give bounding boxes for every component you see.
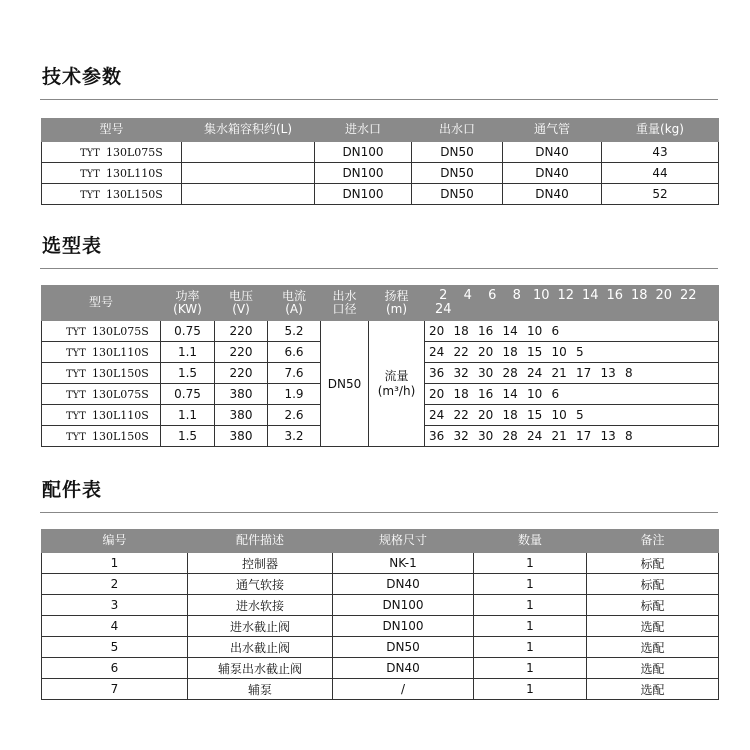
parts-col-2: 规格尺寸 xyxy=(333,530,474,553)
flow-value: 20 xyxy=(478,345,494,359)
flow-value: 18 xyxy=(502,345,518,359)
voltage-cell: 380 xyxy=(215,426,268,447)
flow-value: 10 xyxy=(527,324,543,338)
model-cell xyxy=(42,142,182,163)
selection-head-values xyxy=(425,286,719,321)
brand-label: TYT xyxy=(66,326,86,338)
tech-params-divider xyxy=(40,99,718,100)
head-value: 16 xyxy=(606,287,624,303)
flow-value: 20 xyxy=(478,408,494,422)
model-code: 130L110S xyxy=(105,166,163,180)
tech-params-table xyxy=(41,118,719,205)
part-qty-cell: 1 xyxy=(474,658,587,679)
part-desc-cell: 出水截止阀 xyxy=(188,637,333,658)
flow-value: 30 xyxy=(478,366,494,380)
flow-value: 6 xyxy=(551,324,560,338)
part-desc-cell: 通气软接 xyxy=(188,574,333,595)
flow-value: 28 xyxy=(502,366,518,380)
volume-cell xyxy=(182,142,315,163)
current-cell: 3.2 xyxy=(268,426,321,447)
brand-label: TYT xyxy=(66,368,86,380)
flow-value: 36 xyxy=(429,429,445,443)
part-qty-cell: 1 xyxy=(474,616,587,637)
part-qty-cell: 1 xyxy=(474,595,587,616)
flow-value: 17 xyxy=(576,429,592,443)
flow-label-cell xyxy=(369,321,425,447)
flow-value: 17 xyxy=(576,366,592,380)
model-cell xyxy=(42,184,182,205)
vent-cell: DN40 xyxy=(503,163,602,184)
tech-params-col-0: 型号 xyxy=(42,119,182,142)
part-spec-cell: NK-1 xyxy=(333,553,474,574)
flow-value: 16 xyxy=(478,324,494,338)
current-cell: 6.6 xyxy=(268,342,321,363)
outlet-cell: DN50 xyxy=(412,163,503,184)
flow-value: 13 xyxy=(600,366,616,380)
flow-value: 16 xyxy=(478,387,494,401)
vent-cell: DN40 xyxy=(503,184,602,205)
part-spec-cell: / xyxy=(333,679,474,700)
flow-values-cell xyxy=(425,405,719,426)
voltage-cell: 380 xyxy=(215,384,268,405)
flow-value: 24 xyxy=(527,429,543,443)
flow-value: 32 xyxy=(453,429,469,443)
part-no-cell: 4 xyxy=(42,616,188,637)
head-value: 14 xyxy=(581,287,599,303)
model-code: 130L075S xyxy=(91,387,149,401)
flow-values-cell xyxy=(425,426,719,447)
parts-table xyxy=(41,529,719,700)
parts-header-row xyxy=(42,530,719,553)
part-note-cell: 选配 xyxy=(587,616,719,637)
voltage-cell: 220 xyxy=(215,321,268,342)
power-cell: 0.75 xyxy=(161,384,215,405)
head-value: 22 xyxy=(679,287,697,303)
part-desc-cell: 进水截止阀 xyxy=(188,616,333,637)
flow-value: 14 xyxy=(502,324,518,338)
tech-params-col-4: 通气管 xyxy=(503,119,602,142)
selection-col-head: 扬程 (m) xyxy=(369,286,425,321)
flow-value: 20 xyxy=(429,387,445,401)
power-cell: 1.1 xyxy=(161,342,215,363)
tech-params-col-3: 出水口 xyxy=(412,119,503,142)
part-note-cell: 选配 xyxy=(587,637,719,658)
model-cell xyxy=(42,363,161,384)
flow-value: 30 xyxy=(478,429,494,443)
voltage-cell: 220 xyxy=(215,342,268,363)
voltage-cell: 220 xyxy=(215,363,268,384)
parts-divider xyxy=(40,512,718,513)
part-note-cell: 标配 xyxy=(587,574,719,595)
flow-value: 21 xyxy=(551,429,567,443)
flow-value: 10 xyxy=(527,387,543,401)
head-value: 2 xyxy=(439,287,448,303)
table-row xyxy=(42,637,719,658)
volume-cell xyxy=(182,184,315,205)
outlet-cell: DN50 xyxy=(412,184,503,205)
table-row xyxy=(42,595,719,616)
table-row xyxy=(42,658,719,679)
brand-label: TYT xyxy=(80,147,100,159)
flow-value: 15 xyxy=(527,345,543,359)
brand-label: TYT xyxy=(66,410,86,422)
tech-params-title: 技术参数 xyxy=(42,66,123,88)
model-code: 130L150S xyxy=(91,366,149,380)
part-no-cell: 7 xyxy=(42,679,188,700)
table-row xyxy=(42,679,719,700)
flow-label: 流量 xyxy=(384,368,409,383)
flow-value: 22 xyxy=(453,408,469,422)
head-value: 18 xyxy=(630,287,648,303)
tech-params-col-1: 集水箱容积约(L) xyxy=(182,119,315,142)
flow-values-cell xyxy=(425,363,719,384)
model-code: 130L110S xyxy=(91,408,149,422)
head-value: 24 xyxy=(434,302,452,317)
flow-value: 5 xyxy=(576,345,584,359)
part-spec-cell: DN40 xyxy=(333,574,474,595)
part-note-cell: 标配 xyxy=(587,553,719,574)
head-value: 8 xyxy=(512,287,521,303)
table-row xyxy=(42,184,719,205)
inlet-cell: DN100 xyxy=(315,142,412,163)
head-value: 12 xyxy=(557,287,575,303)
part-no-cell: 6 xyxy=(42,658,188,679)
inlet-cell: DN100 xyxy=(315,184,412,205)
model-cell xyxy=(42,342,161,363)
power-cell: 0.75 xyxy=(161,321,215,342)
part-spec-cell: DN50 xyxy=(333,637,474,658)
parts-title: 配件表 xyxy=(42,479,103,501)
inlet-cell: DN100 xyxy=(315,163,412,184)
flow-values-cell xyxy=(425,384,719,405)
part-spec-cell: DN100 xyxy=(333,616,474,637)
part-no-cell: 2 xyxy=(42,574,188,595)
model-code: 130L150S xyxy=(105,187,163,201)
part-desc-cell: 进水软接 xyxy=(188,595,333,616)
flow-value: 8 xyxy=(625,429,633,443)
flow-value: 24 xyxy=(527,366,543,380)
flow-value: 21 xyxy=(551,366,567,380)
current-cell: 1.9 xyxy=(268,384,321,405)
flow-value: 10 xyxy=(551,345,567,359)
part-qty-cell: 1 xyxy=(474,553,587,574)
head-value: 10 xyxy=(532,287,550,303)
power-cell: 1.5 xyxy=(161,426,215,447)
tech-params-header-row xyxy=(42,119,719,142)
table-row xyxy=(42,163,719,184)
part-note-cell: 选配 xyxy=(587,679,719,700)
brand-label: TYT xyxy=(66,389,86,401)
flow-value: 24 xyxy=(429,408,445,422)
part-no-cell: 1 xyxy=(42,553,188,574)
part-desc-cell: 控制器 xyxy=(188,553,333,574)
table-row xyxy=(42,574,719,595)
part-no-cell: 3 xyxy=(42,595,188,616)
flow-value: 5 xyxy=(576,408,584,422)
current-cell: 2.6 xyxy=(268,405,321,426)
selection-divider xyxy=(40,268,718,269)
tech-params-col-5: 重量(kg) xyxy=(602,119,719,142)
part-note-cell: 选配 xyxy=(587,658,719,679)
flow-value: 18 xyxy=(453,387,469,401)
current-cell: 7.6 xyxy=(268,363,321,384)
table-row xyxy=(42,616,719,637)
brand-label: TYT xyxy=(80,189,100,201)
head-value: 4 xyxy=(463,287,472,303)
voltage-cell: 380 xyxy=(215,405,268,426)
flow-value: 24 xyxy=(429,345,445,359)
tech-params-col-2: 进水口 xyxy=(315,119,412,142)
model-cell xyxy=(42,321,161,342)
part-note-cell: 标配 xyxy=(587,595,719,616)
model-code: 130L075S xyxy=(91,324,149,338)
parts-col-3: 数量 xyxy=(474,530,587,553)
flow-value: 15 xyxy=(527,408,543,422)
part-desc-cell: 辅泵出水截止阀 xyxy=(188,658,333,679)
selection-header-row xyxy=(42,286,719,321)
weight-cell: 43 xyxy=(602,142,719,163)
power-cell: 1.1 xyxy=(161,405,215,426)
model-cell xyxy=(42,405,161,426)
model-cell xyxy=(42,384,161,405)
table-row xyxy=(42,553,719,574)
power-cell: 1.5 xyxy=(161,363,215,384)
flow-value: 32 xyxy=(453,366,469,380)
weight-cell: 44 xyxy=(602,163,719,184)
flow-value: 13 xyxy=(600,429,616,443)
flow-value: 36 xyxy=(429,366,445,380)
parts-col-0: 编号 xyxy=(42,530,188,553)
flow-unit: (m³/h) xyxy=(377,383,416,398)
weight-cell: 52 xyxy=(602,184,719,205)
model-code: 130L110S xyxy=(91,345,149,359)
model-code: 130L075S xyxy=(105,145,163,159)
model-cell xyxy=(42,426,161,447)
part-qty-cell: 1 xyxy=(474,637,587,658)
brand-label: TYT xyxy=(66,431,86,443)
current-cell: 5.2 xyxy=(268,321,321,342)
table-row xyxy=(42,321,719,342)
flow-values-cell xyxy=(425,321,719,342)
part-spec-cell: DN100 xyxy=(333,595,474,616)
flow-value: 8 xyxy=(625,366,633,380)
part-no-cell: 5 xyxy=(42,637,188,658)
parts-col-4: 备注 xyxy=(587,530,719,553)
part-spec-cell: DN40 xyxy=(333,658,474,679)
flow-value: 28 xyxy=(502,429,518,443)
table-row xyxy=(42,142,719,163)
flow-value: 18 xyxy=(502,408,518,422)
brand-label: TYT xyxy=(80,168,100,180)
flow-value: 10 xyxy=(551,408,567,422)
outlet-cell: DN50 xyxy=(412,142,503,163)
flow-value: 6 xyxy=(551,387,560,401)
selection-title: 选型表 xyxy=(42,235,103,257)
selection-col-current: 电流 (A) xyxy=(268,286,321,321)
flow-value: 18 xyxy=(453,324,469,338)
flow-value: 20 xyxy=(429,324,445,338)
selection-col-voltage: 电压 (V) xyxy=(215,286,268,321)
head-value: 6 xyxy=(488,287,497,303)
vent-cell: DN40 xyxy=(503,142,602,163)
brand-label: TYT xyxy=(66,347,86,359)
model-cell xyxy=(42,163,182,184)
flow-value: 22 xyxy=(453,345,469,359)
selection-col-power: 功率 (KW) xyxy=(161,286,215,321)
outlet-size-cell: DN50 xyxy=(321,321,369,447)
model-code: 130L150S xyxy=(91,429,149,443)
parts-col-1: 配件描述 xyxy=(188,530,333,553)
selection-table xyxy=(41,285,719,447)
head-value: 20 xyxy=(655,287,673,303)
selection-col-model: 型号 xyxy=(42,286,161,321)
selection-col-outlet: 出水 口径 xyxy=(321,286,369,321)
flow-value: 14 xyxy=(502,387,518,401)
part-desc-cell: 辅泵 xyxy=(188,679,333,700)
flow-values-cell xyxy=(425,342,719,363)
part-qty-cell: 1 xyxy=(474,574,587,595)
part-qty-cell: 1 xyxy=(474,679,587,700)
volume-cell xyxy=(182,163,315,184)
